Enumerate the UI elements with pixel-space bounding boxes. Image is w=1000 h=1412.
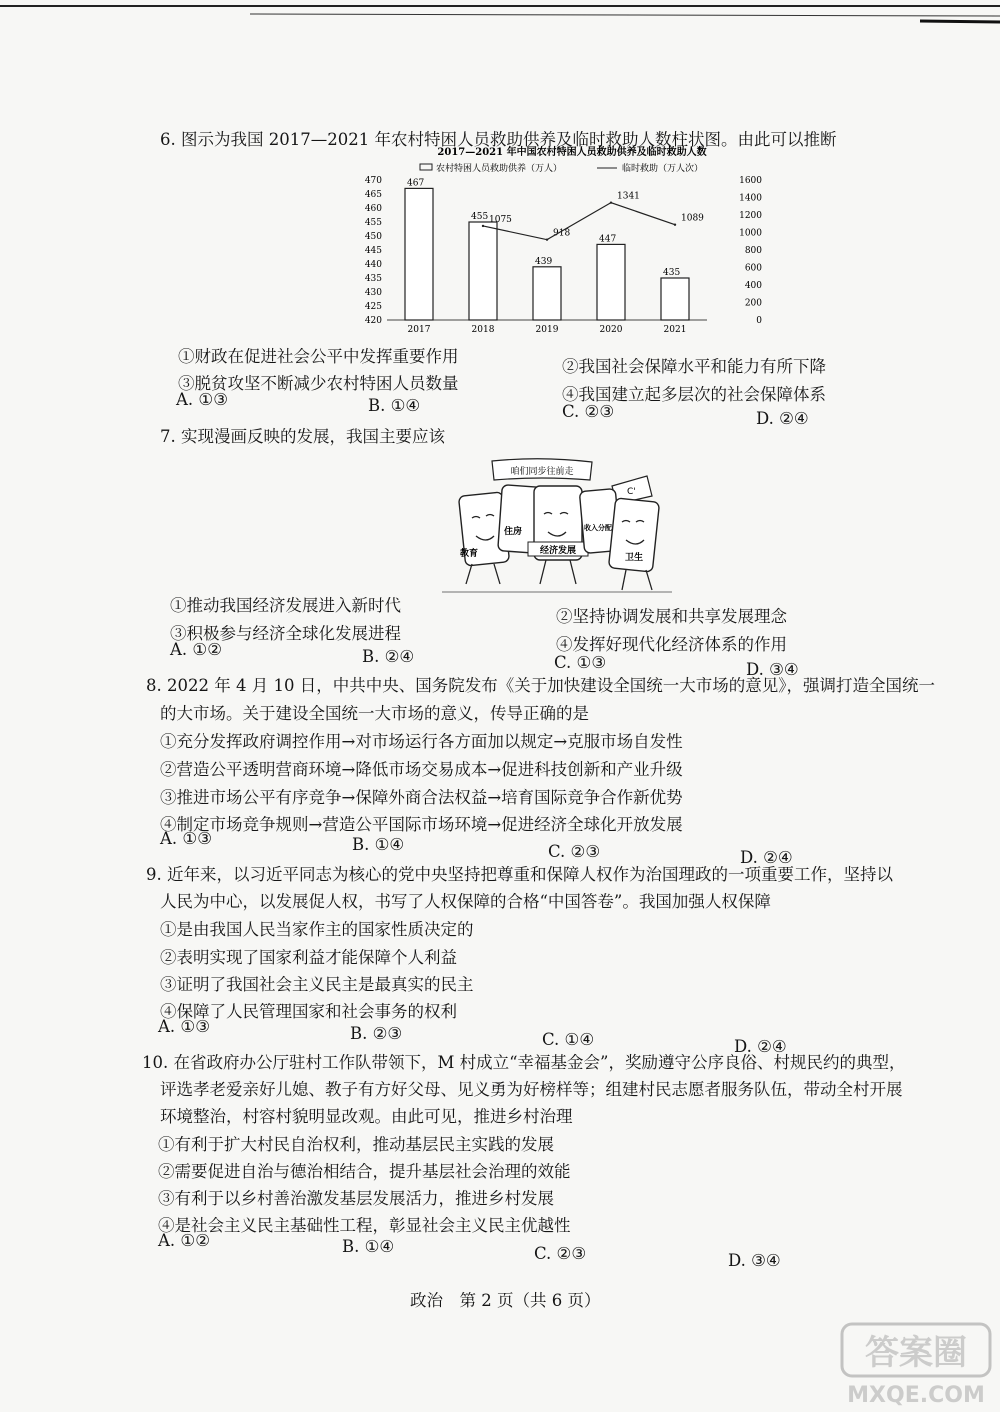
- q7-cartoon: [442, 456, 687, 596]
- q10-choice-c: C. ②③: [534, 1244, 587, 1263]
- watermark-url: MXQE.COM: [847, 1383, 985, 1408]
- line-value-label: 1341: [617, 191, 640, 202]
- left-axis-tick-label: 440: [364, 260, 382, 270]
- q10-option-2: ②需要促进自治与德治相结合，提升基层社会治理的效能: [158, 1162, 571, 1181]
- legend-bar-swatch: [420, 164, 432, 170]
- svg-text:C': C': [627, 487, 636, 497]
- right-axis-tick-label: 200: [744, 298, 762, 309]
- q8-stem-line1: 8. 2022 年 4 月 10 日，中共中央、国务院发布《关于加快建设全国统一大市场的意见》，强调打造全国统一: [146, 676, 935, 695]
- bar-2018: [469, 222, 497, 320]
- q6-option-4: ④我国建立起多层次的社会保障体系: [562, 385, 826, 404]
- bar-value-label: 455: [471, 212, 489, 222]
- q10-option-1: ①有利于扩大村民自治权利，推动基层民主实践的发展: [158, 1135, 554, 1154]
- q6-choice-d: D. ②④: [756, 409, 809, 428]
- right-axis-tick-label: 0: [756, 316, 762, 326]
- q7-option-2: ②坚持协调发展和共享发展理念: [556, 607, 787, 626]
- q7-option-3: ③积极参与经济全球化发展进程: [170, 624, 401, 643]
- legend-bar-label: 农村特困人员救助供养（万人）: [436, 164, 563, 174]
- q9-choice-d: D. ②④: [734, 1037, 787, 1056]
- cartoon-label-housing: 住房: [504, 527, 523, 537]
- x-axis-tick-label: 2018: [471, 325, 495, 335]
- bar-2019: [533, 267, 561, 320]
- right-axis-tick-label: 1000: [739, 228, 762, 239]
- q6-bar-line-chart: [362, 142, 782, 342]
- left-axis-tick-label: 450: [364, 232, 382, 242]
- left-axis-tick-label: 425: [364, 302, 382, 312]
- left-axis-tick-label: 460: [364, 204, 382, 214]
- q9-option-4: ④保障了人民管理国家和社会事务的权利: [160, 1002, 457, 1021]
- left-axis-tick-label: 435: [364, 274, 382, 284]
- bar-2021: [661, 278, 689, 320]
- q9-choice-a: A. ①③: [158, 1017, 210, 1036]
- line-value-label: 1089: [681, 213, 704, 224]
- right-axis-tick-label: 800: [744, 246, 762, 256]
- q7-option-4: ④发挥好现代化经济体系的作用: [556, 635, 787, 654]
- cartoon-label-income: 收入分配: [584, 524, 612, 532]
- bar-value-label: 439: [535, 256, 553, 267]
- q9-stem-line1: 9. 近年来，以习近平同志为核心的党中央坚持把尊重和保障人权作为治国理政的一项重要工作，坚持以: [146, 865, 893, 884]
- q8-choice-a: A. ①③: [160, 829, 212, 848]
- x-axis-tick-label: 2020: [599, 325, 623, 335]
- q9-choice-c: C. ①④: [542, 1030, 595, 1049]
- cartoon-label-economy: 经济发展: [539, 546, 577, 556]
- bar-2020: [597, 244, 625, 320]
- q9-option-3: ③证明了我国社会主义民主是最真实的民主: [160, 975, 474, 994]
- right-axis-tick-label: 1400: [739, 193, 762, 204]
- q9-option-2: ②表明实现了国家利益才能保障个人利益: [160, 948, 457, 967]
- right-axis-tick-label: 600: [744, 263, 762, 274]
- q10-stem-line2: 评选孝老爱亲好儿媳、教子有方好父母、见义勇为好榜样等；组建村民志愿者服务队伍，带动全村开展: [160, 1080, 903, 1099]
- line-value-label: 918: [553, 228, 571, 239]
- right-axis-tick-label: 1200: [739, 211, 762, 221]
- q6-choice-b: B. ①④: [368, 396, 421, 415]
- q9-choice-b: B. ②③: [350, 1024, 403, 1043]
- q9-option-1: ①是由我国人民当家作主的国家性质决定的: [160, 920, 474, 939]
- x-axis-tick-label: 2017: [407, 325, 431, 335]
- left-axis-tick-label: 420: [364, 316, 382, 326]
- q10-stem-line1: 10. 在省政府办公厅驻村工作队带领下，M 村成立“幸福基金会”，奖励遵守公序良俗、村规民约的典型，: [142, 1053, 906, 1072]
- page-footer: 政治 第 2 页（共 6 页）: [410, 1291, 601, 1310]
- left-axis-tick-label: 445: [364, 246, 382, 256]
- cartoon-figure-economy: [528, 486, 588, 584]
- cartoon-figure-health: [608, 498, 659, 590]
- q9-stem-line2: 人民为中心，以发展促人权，书写了人权保障的合格“中国答卷”。我国加强人权保障: [160, 892, 771, 911]
- scan-edge-lines: [0, 0, 1000, 30]
- bar-2017: [405, 188, 433, 320]
- q6-option-1: ①财政在促进社会公平中发挥重要作用: [178, 347, 459, 366]
- x-axis-tick-label: 2021: [663, 325, 687, 335]
- watermark-logo: [836, 1320, 996, 1410]
- q8-choice-d: D. ②④: [740, 848, 793, 867]
- q7-choice-b: B. ②④: [362, 647, 415, 666]
- bar-value-label: 447: [599, 234, 617, 245]
- q7-choice-a: A. ①②: [170, 640, 222, 659]
- q8-choice-c: C. ②③: [548, 842, 601, 861]
- q6-choice-a: A. ①③: [176, 390, 228, 409]
- q6-choice-c: C. ②③: [562, 402, 615, 421]
- chart-title: 2017—2021 年中国农村特困人员救助供养及临时救助人数: [437, 147, 707, 158]
- q10-choice-b: B. ①④: [342, 1237, 395, 1256]
- q7-option-1: ①推动我国经济发展进入新时代: [170, 596, 401, 615]
- right-axis-tick-label: 400: [744, 281, 762, 291]
- q7-choice-d: D. ③④: [746, 660, 799, 679]
- cartoon-label-health: 卫生: [624, 553, 644, 563]
- q8-option-3: ③推进市场公平有序竞争→保障外商合法权益→培育国际竞争合作新优势: [160, 788, 683, 807]
- left-axis-tick-label: 455: [364, 218, 382, 228]
- q8-option-4: ④制定市场竞争规则→营造公平国际市场环境→促进经济全球化开放发展: [160, 815, 683, 834]
- q8-option-1: ①充分发挥政府调控作用→对市场运行各方面加以规定→克服市场自发性: [160, 732, 683, 751]
- q7-stem: 7. 实现漫画反映的发展，我国主要应该: [160, 427, 445, 446]
- q10-option-4: ④是社会主义民主基础性工程，彰显社会主义民主优越性: [158, 1216, 571, 1235]
- left-axis-tick-label: 465: [364, 190, 382, 200]
- q8-option-2: ②营造公平透明营商环境→降低市场交易成本→促进科技创新和产业升级: [160, 760, 683, 779]
- line-value-label: 1075: [489, 214, 512, 225]
- x-axis-tick-label: 2019: [535, 325, 559, 335]
- bar-value-label: 467: [407, 178, 425, 189]
- q10-stem-line3: 环境整治，村容村貌明显改观。由此可见，推进乡村治理: [160, 1107, 573, 1126]
- q10-choice-a: A. ①②: [158, 1231, 210, 1250]
- q7-choice-c: C. ①③: [554, 653, 607, 672]
- cartoon-label-education: 教育: [460, 549, 479, 559]
- q10-choice-d: D. ③④: [728, 1251, 781, 1270]
- q6-option-3: ③脱贫攻坚不断减少农村特困人员数量: [178, 374, 459, 393]
- bar-value-label: 435: [663, 268, 681, 278]
- right-axis-tick-label: 1600: [739, 176, 762, 186]
- q8-choice-b: B. ①④: [352, 835, 405, 854]
- left-axis-tick-label: 430: [364, 288, 382, 298]
- left-axis-tick-label: 470: [364, 176, 382, 186]
- q6-stem: 6. 图示为我国 2017—2021 年农村特困人员救助供养及临时救助人数柱状图。由此可以推断: [160, 130, 837, 149]
- watermark-logo-text: 答案圈: [865, 1333, 967, 1373]
- cartoon-banner-text: 咱们同步往前走: [510, 467, 574, 477]
- q8-stem-line2: 的大市场。关于建设全国统一大市场的意义，传导正确的是: [160, 704, 589, 723]
- q6-option-2: ②我国社会保障水平和能力有所下降: [562, 357, 826, 376]
- legend-line-label: 临时救助（万人次）: [622, 164, 704, 174]
- q10-option-3: ③有利于以乡村善治激发基层发展活力，推进乡村发展: [158, 1189, 554, 1208]
